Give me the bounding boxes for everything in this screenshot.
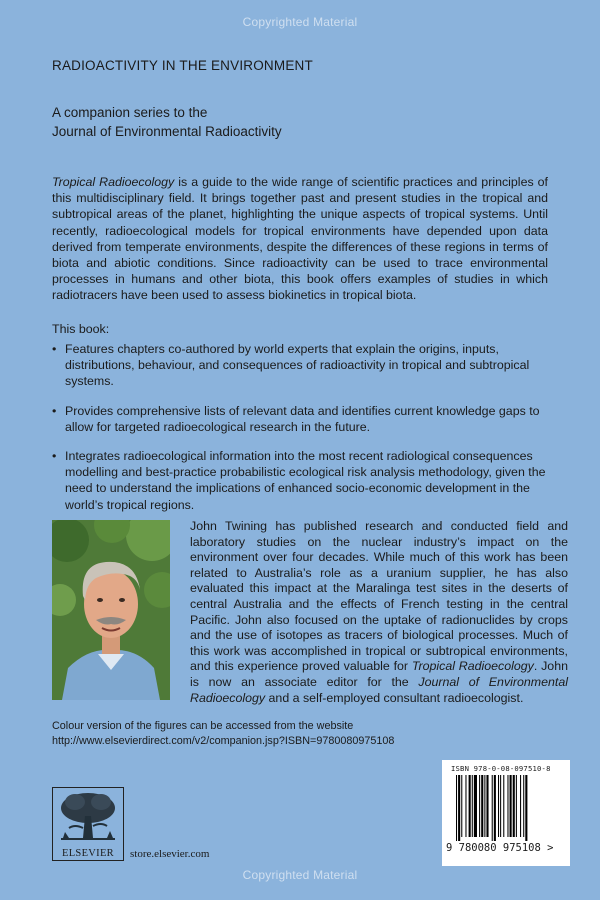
feature-list: [52, 341, 552, 526]
bio-journal-title: Journal of Environmental Radioecology: [190, 674, 568, 705]
bullet-icon: •: [52, 403, 57, 418]
isbn-barcode: [442, 760, 570, 866]
watermark-bottom: Copyrighted Material: [242, 868, 358, 882]
feature-item: [52, 341, 552, 390]
author-photo: [52, 520, 170, 700]
companion-line: A companion series to the: [52, 105, 208, 120]
elsevier-logo: [52, 787, 124, 861]
watermark-top: Copyrighted Material: [242, 15, 358, 29]
this-book-label: This book:: [52, 322, 110, 336]
elsevier-tree-icon: [53, 788, 123, 846]
series-title: RADIOACTIVITY IN THE ENVIRONMENT: [52, 58, 313, 73]
book-title-italic: Tropical Radioecology: [52, 175, 175, 189]
colour-note-text: Colour version of the figures can be accessed from the website: [52, 720, 354, 732]
author-bio: [190, 519, 568, 706]
bio-text: John Twining has published research and conducted field and laboratory studies on the nuclear industry’s impact on the environment over four decades. While much of this work has been related to Australia’s role as a uranium supplier, he has also evaluated this impact at the Maralinga test sites in the deserts of central Australia and the effects of French testing in the central Pacific. John also focused on the uptake of radionuclides by crops and the use of isotopes as tracers of biological processes. Much of this work was accomplished in tropical or subtropical environments, and this experience proved valuable for: [190, 519, 568, 674]
barcode-digits: 9 780080 975108 >: [446, 842, 554, 854]
bullet-icon: •: [52, 342, 57, 356]
isbn-label: ISBN 978-0-08-097510-8: [451, 764, 551, 773]
companion-series: [52, 103, 282, 141]
bio-book-title: Tropical Radioecology: [411, 659, 534, 674]
companion-url-link[interactable]: http://www.elsevierdirect.com/v2/companion.jsp?ISBN=9780080975108: [52, 735, 395, 747]
feature-item: [52, 403, 552, 435]
feature-text: Integrates radioecological information into the most recent radiological consequences modelling and best-practice probabilistic ecological risk analysis methodology, given the need to understand the implications of enhanced socio-economic development in the world’s tropical regions.: [65, 449, 546, 512]
feature-text: Provides comprehensive lists of relevant data and identifies current knowledge gaps to allow for targeted radioecological research in the future.: [65, 403, 540, 434]
store-link[interactable]: store.elsevier.com: [130, 848, 210, 860]
feature-text: Features chapters co-authored by world experts that explain the origins, inputs, distributions, behaviour, and consequences of radioactivity in tropical and subtropical systems.: [65, 342, 530, 389]
barcode-bars: [456, 775, 556, 841]
colour-figures-note: [52, 719, 394, 749]
elsevier-logo-text: ELSEVIER: [62, 848, 114, 859]
book-description: [52, 174, 548, 304]
description-text: is a guide to the wide range of scientific practices and principles of this multidisciplinary field. It brings together past and present studies in the tropical and subtropical areas of the planet, highlighting the unique aspects of tropical systems. Until recently, radioecological models for tropical environments have depended upon data derived from temperate environments, despite the differences of these regions in terms of biota and abiotic conditions. Since radioactivity can be used to trace environmental processes in humans and other biota, this book offers examples of studies in which radiotracers have been used to assess biokinetics in tropical biota.: [52, 175, 548, 303]
companion-line: Journal of Environmental Radioactivity: [52, 124, 282, 139]
bullet-icon: •: [52, 449, 57, 464]
feature-item: [52, 448, 552, 513]
bio-text: . John is now an associate editor for the: [190, 659, 568, 689]
bio-text: and a self-employed consultant radioecologist.: [265, 690, 524, 705]
